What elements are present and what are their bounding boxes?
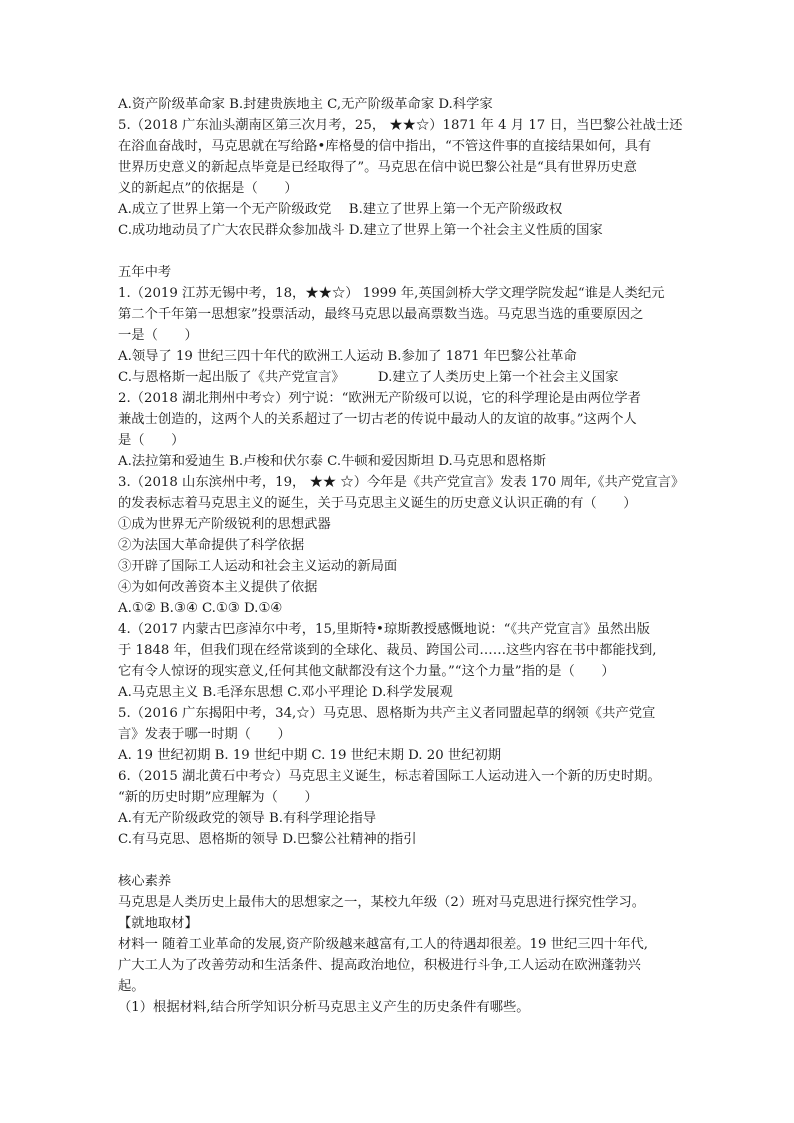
text-line: C.有马克思、恩格斯的领导 D.巴黎公社精神的指引	[118, 832, 417, 847]
text-line: 一是（ ）	[118, 328, 198, 343]
text-line: 6.（2015 湖北黄石中考☆）马克思主义诞生，标志着国际工人运动进入一个新的历史时期。	[118, 769, 661, 784]
question-block-continued	[118, 94, 683, 241]
text-line: ②为法国大革命提供了科学依据	[118, 538, 305, 553]
text-line: 的发表标志着马克思主义的诞生，关于马克思主义诞生的历史意义认识正确的有（ ）	[118, 496, 637, 511]
text-line: 1.（2019 江苏无锡中考，18，★★☆） 1999 年,英国剑桥大学文理学院发起“谁是人类纪元	[118, 286, 665, 301]
text-line: 5.（2016 广东揭阳中考，34,☆）马克思、恩格斯为共产主义者同盟起草的纲领《共产党宣	[118, 706, 656, 721]
text-line: A.成立了世界上第一个无产阶级政党 B.建立了世界上第一个无产阶级政权	[118, 202, 563, 217]
text-line: 马克思是人类历史上最伟大的思想家之一，某校九年级（2）班对马克思进行探究性学习。	[118, 895, 646, 910]
text-line: 5.（2018 广东汕头潮南区第三次月考，25， ★★☆）1871 年 4 月 17 日，当巴黎公社战士还	[118, 118, 683, 133]
text-line: 世界历史意义的新起点毕竟是已经取得了”。马克思在信中说巴黎公社是“具有世界历史意	[118, 160, 637, 175]
text-line: （1）根据材料,结合所学知识分析马克思主义产生的历史条件有哪些。	[118, 1000, 530, 1015]
text-line: A.有无产阶级政党的领导 B.有科学理论指导	[118, 811, 377, 826]
text-line: 2.（2018 湖北荆州中考☆）列宁说：“欧洲无产阶级可以说，它的科学理论是由两位学者	[118, 391, 641, 406]
text-line: “新的历史时期”应理解为（ ）	[118, 790, 318, 805]
spacer	[118, 850, 678, 871]
section-title: 核心素养	[118, 874, 172, 889]
text-line: 材料一 随着工业革命的发展,资产阶级越来越富有,工人的待遇却很差。19 世纪三四十年代,	[118, 937, 649, 952]
text-line: 兼战士创造的，这两个人的关系超过了一切古老的传说中最动人的友谊的故事。”这两个人	[118, 412, 637, 427]
text-line: A.①② B.③④ C.①③ D.①④	[118, 601, 283, 616]
text-line: A.法拉第和爱迪生 B.卢梭和伏尔泰 C.牛顿和爱因斯坦 D.马克思和恩格斯	[118, 454, 546, 469]
text-line: ③开辟了国际工人运动和社会主义运动的新局面	[118, 559, 398, 574]
core-literacy-block	[118, 892, 678, 1018]
text-line: 起。	[118, 979, 145, 994]
text-line: 3.（2018 山东滨州中考，19， ★★ ☆）今年是《共产党宣言》发表 170 周年,《共产党宣言》	[118, 475, 685, 490]
text-line: A.马克思主义 B.毛泽东思想 C.邓小平理论 D.科学发展观	[118, 685, 453, 700]
text-line: A.资产阶级革命家 B.封建贵族地主 C,无产阶级革命家 D.科学家	[118, 97, 493, 112]
text-line: 言》发表于哪一时期（ ）	[118, 727, 291, 742]
text-line: 于 1848 年，但我们现在经常谈到的全球化、裁员、跨国公司……这些内容在书中都能找到,	[118, 643, 657, 658]
text-line: 在浴血奋战时，马克思就在写给路•库格曼的信中指出，“不管这件事的直接结果如何，具有	[118, 139, 652, 154]
text-line: ①成为世界无产阶级锐利的思想武器	[118, 517, 331, 532]
spacer	[118, 241, 678, 262]
text-line: 广大工人为了改善劳动和生活条件、提高政治地位，积极进行斗争,工人运动在欧洲蓬勃兴	[118, 958, 641, 973]
exam-questions-block	[118, 283, 685, 850]
text-line: 【就地取材】	[118, 916, 198, 931]
text-line: ④为如何改善资本主义提供了依据	[118, 580, 318, 595]
text-line: 义的新起点”的依据是（ ）	[118, 181, 298, 196]
text-line: C.与恩格斯一起出版了《共产党宣言》 D.建立了人类历史上第一个社会主义国家	[118, 370, 619, 385]
text-line: A.领导了 19 世纪三四十年代的欧洲工人运动 B.参加了 1871 年巴黎公社革命	[118, 349, 577, 364]
text-line: 是（ ）	[118, 433, 185, 448]
text-line: C.成功地动员了广大农民群众参加战斗 D.建立了世界上第一个社会主义性质的国家	[118, 223, 603, 238]
text-line: 它有令人惊讶的现实意义,任何其他文献都没有这个力量。”“这个力量”指的是（ ）	[118, 664, 615, 679]
text-line: 第二个千年第一思想家”投票活动，最终马克思以最高票数当选。马克思当选的重要原因之	[118, 307, 644, 322]
section-title: 五年中考	[118, 265, 172, 280]
document-page	[118, 94, 685, 1018]
text-line: 4.（2017 内蒙古巴彦淖尔中考，15,里斯特•琼斯教授感慨地说：“《共产党宣言》虽然出版	[118, 622, 650, 637]
text-line: A. 19 世纪初期 B. 19 世纪中期 C. 19 世纪末期 D. 20 世纪初期	[118, 748, 502, 763]
